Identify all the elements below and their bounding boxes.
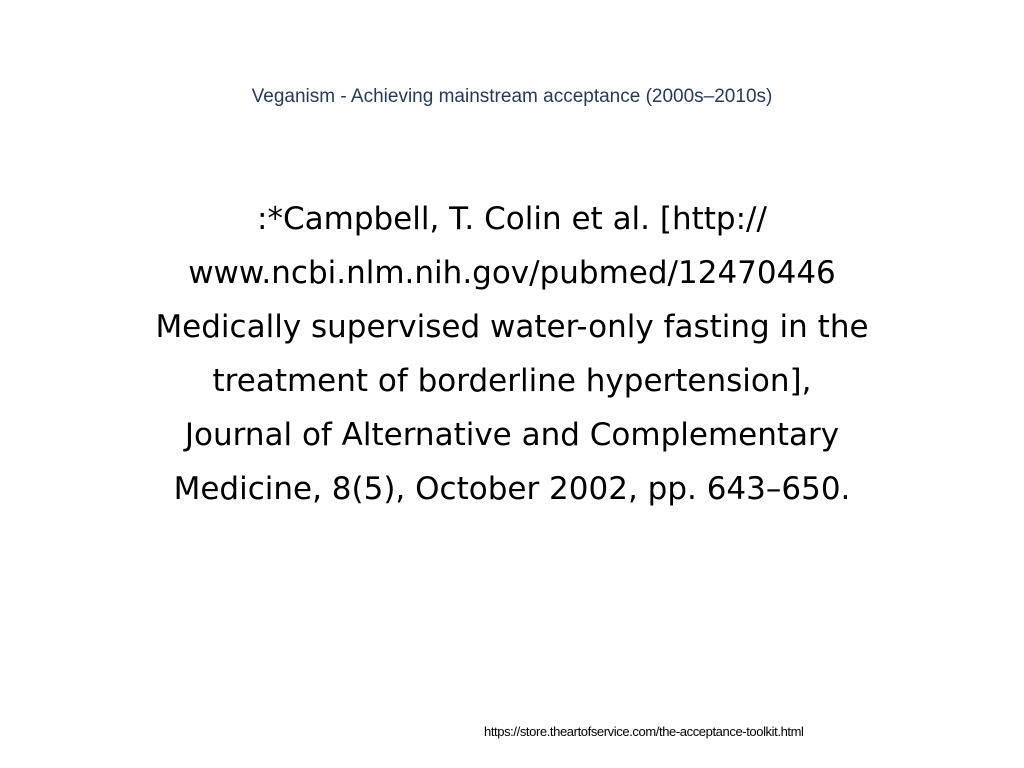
body-line: treatment of borderline hypertension], xyxy=(212,363,812,399)
body-line: www.ncbi.nlm.nih.gov/pubmed/12470446 xyxy=(188,255,836,291)
slide-body-citation xyxy=(90,192,934,516)
footer-url-link[interactable]: https://store.theartofservice.com/the-acceptance-toolkit.html xyxy=(484,724,804,739)
body-line: :*Campbell, T. Colin et al. [http:// xyxy=(257,201,767,237)
slide-title: Veganism - Achieving mainstream acceptance (2000s–2010s) xyxy=(251,86,773,107)
body-line: Journal of Alternative and Complementary xyxy=(184,417,840,453)
body-line: Medically supervised water-only fasting in the xyxy=(155,309,869,345)
body-line: Medicine, 8(5), October 2002, pp. 643–650. xyxy=(173,471,851,507)
